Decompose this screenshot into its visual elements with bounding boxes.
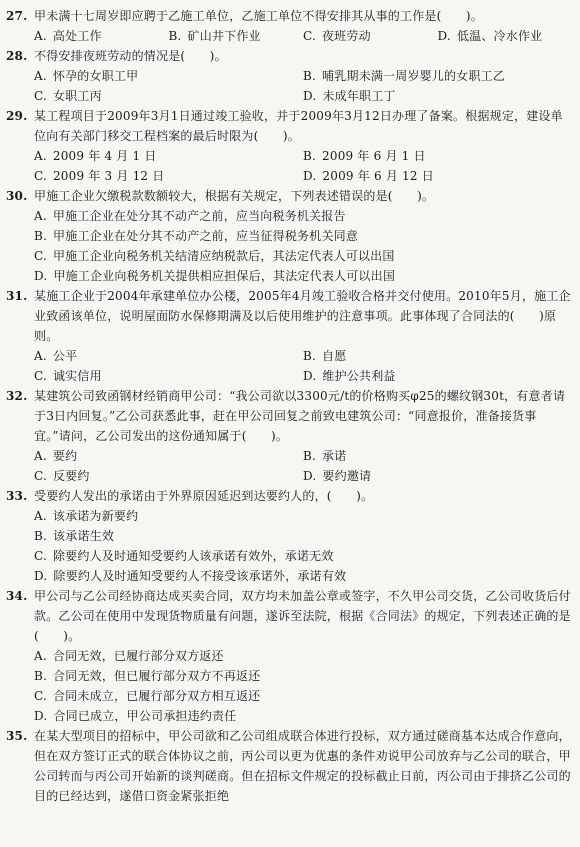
option-text: 女职工丙	[52, 89, 102, 103]
option-letter: B.	[34, 529, 48, 543]
option-b	[303, 446, 572, 466]
question-text: 甲施工企业欠缴税款数额较大，根据有关规定，下列表述错误的是( )。	[34, 189, 435, 203]
question-33	[6, 486, 572, 586]
option-row	[34, 526, 572, 546]
option-c	[34, 686, 260, 706]
option-letter: D.	[34, 709, 48, 723]
option-list	[6, 506, 572, 586]
option-text: 2009 年 6 月 12 日	[322, 169, 434, 183]
option-text: 怀孕的女职工甲	[52, 69, 139, 83]
question-34	[6, 586, 572, 726]
option-text: 除要约人及时通知受要约人该承诺有效外，承诺无效	[52, 549, 334, 563]
option-letter: D.	[34, 569, 48, 583]
option-c	[303, 26, 438, 46]
option-letter: D.	[303, 89, 317, 103]
option-letter: C.	[34, 89, 47, 103]
option-text: 该承诺为新要约	[52, 509, 139, 523]
question-text: 某建筑公司致函钢材经销商甲公司：“我公司欲以3300元/t的价格购买φ25的螺纹钢30t，有意者请于3日内回复。”乙公司获悉此事，赶在甲公司回复之前致电建筑公司：“同意报价，准备接货事宜。”请问，乙公司发出的这份通知属于( )。	[34, 389, 566, 443]
option-d	[303, 466, 572, 486]
question-stem	[6, 286, 572, 346]
option-letter: C.	[303, 29, 316, 43]
option-letter: C.	[34, 249, 47, 263]
question-27	[6, 6, 572, 46]
option-text: 甲施工企业向税务机关结清应纳税款后，其法定代表人可以出国	[52, 249, 395, 263]
option-list	[6, 446, 572, 486]
question-stem	[6, 6, 572, 26]
option-c	[34, 246, 395, 266]
option-row	[34, 666, 572, 686]
option-row	[34, 366, 572, 386]
option-row	[34, 346, 572, 366]
question-29	[6, 106, 572, 186]
option-text: 夜班劳动	[321, 29, 371, 43]
option-letter: A.	[34, 209, 47, 223]
question-text: 甲未满十七周岁即应聘于乙施工单位，乙施工单位不得安排其从事的工作是( )。	[34, 9, 483, 23]
option-row	[34, 246, 572, 266]
option-b	[34, 226, 358, 246]
option-letter: B.	[303, 149, 317, 163]
option-row	[34, 166, 572, 186]
option-text: 公平	[52, 349, 78, 363]
option-letter: C.	[34, 369, 47, 383]
question-number: 35.	[6, 729, 28, 743]
option-letter: A.	[34, 649, 47, 663]
option-text: 甲施工企业在处分其不动产之前，应当征得税务机关同意	[53, 229, 359, 243]
option-text: 甲施工企业在处分其不动产之前，应当向税务机关报告	[52, 209, 346, 223]
option-c	[34, 366, 303, 386]
option-list	[6, 26, 572, 46]
option-a	[34, 506, 138, 526]
question-text: 某工程项目于2009年3月1日通过竣工验收，并于2009年3月12日办理了备案。根据规定，建设单位向有关部门移交工程档案的最后时限为( )。	[34, 109, 563, 143]
option-letter: A.	[34, 509, 47, 523]
question-stem	[6, 586, 572, 646]
option-letter: C.	[34, 469, 47, 483]
question-list	[6, 6, 572, 806]
option-row	[34, 206, 572, 226]
option-text: 该承诺生效	[53, 529, 115, 543]
option-c	[34, 166, 303, 186]
option-b	[303, 346, 572, 366]
question-number: 34.	[6, 589, 28, 603]
option-letter: B.	[303, 449, 317, 463]
option-text: 合同无效，已履行部分双方返还	[52, 649, 224, 663]
option-a	[34, 146, 303, 166]
option-text: 合同已成立，甲公司承担违约责任	[53, 709, 237, 723]
question-number: 32.	[6, 389, 28, 403]
option-b	[303, 146, 572, 166]
option-a	[34, 66, 303, 86]
option-b	[34, 666, 260, 686]
option-text: 未成年职工丁	[322, 89, 396, 103]
option-list	[6, 146, 572, 186]
option-row	[34, 266, 572, 286]
option-letter: B.	[303, 69, 317, 83]
question-32	[6, 386, 572, 486]
option-letter: B.	[34, 669, 48, 683]
question-text: 在某大型项目的招标中，甲公司欲和乙公司组成联合体进行投标，双方通过磋商基本达成合作意向，但在双方签订正式的联合体协议之前，丙公司以更为优惠的条件劝说甲公司放弃与乙公司的联合，甲公司转而与丙公司开始新的谈判磋商。但在招标文件规定的投标截止日前，丙公司由于排挤乙公司的目的已经达到，遂借口资金紧张拒绝	[34, 729, 571, 803]
question-stem	[6, 46, 572, 66]
option-list	[6, 346, 572, 386]
option-row	[34, 146, 572, 166]
option-text: 维护公共利益	[322, 369, 396, 383]
option-list	[6, 206, 572, 286]
option-text: 合同无效，但已履行部分双方不再返还	[53, 669, 261, 683]
option-a	[34, 206, 346, 226]
option-a	[34, 346, 303, 366]
question-28	[6, 46, 572, 106]
option-letter: A.	[34, 69, 47, 83]
option-letter: D.	[437, 29, 451, 43]
option-text: 哺乳期未满一周岁婴儿的女职工乙	[322, 69, 506, 83]
option-row	[34, 226, 572, 246]
option-a	[34, 446, 303, 466]
question-31	[6, 286, 572, 386]
option-text: 要约邀请	[322, 469, 372, 483]
option-row	[34, 506, 572, 526]
option-text: 除要约人及时通知受要约人不接受该承诺外，承诺有效	[53, 569, 347, 583]
option-text: 矿山井下作业	[187, 29, 261, 43]
option-text: 高处工作	[52, 29, 102, 43]
option-text: 反要约	[52, 469, 90, 483]
option-letter: D.	[303, 369, 317, 383]
option-letter: A.	[34, 149, 47, 163]
option-letter: D.	[303, 169, 317, 183]
question-stem	[6, 106, 572, 146]
question-text: 受要约人发出的承诺由于外界原因延迟到达要约人的，( )。	[34, 489, 374, 503]
option-letter: A.	[34, 29, 47, 43]
option-text: 承诺	[322, 449, 347, 463]
question-stem	[6, 186, 572, 206]
option-letter: A.	[34, 349, 47, 363]
option-letter: B.	[168, 29, 182, 43]
option-letter: C.	[34, 549, 47, 563]
option-text: 甲施工企业向税务机关提供相应担保后，其法定代表人可以出国	[53, 269, 396, 283]
option-row	[34, 566, 572, 586]
option-text: 要约	[52, 449, 78, 463]
option-d	[303, 86, 572, 106]
option-letter: C.	[34, 689, 47, 703]
question-stem	[6, 726, 572, 806]
option-row	[34, 466, 572, 486]
option-row	[34, 66, 572, 86]
option-d	[34, 266, 395, 286]
option-d	[34, 566, 346, 586]
option-d	[303, 166, 572, 186]
option-a	[34, 646, 224, 666]
option-row	[34, 86, 572, 106]
option-letter: D.	[34, 269, 48, 283]
option-c	[34, 466, 303, 486]
question-number: 33.	[6, 489, 28, 503]
option-letter: B.	[303, 349, 317, 363]
question-number: 31.	[6, 289, 28, 303]
question-number: 30.	[6, 189, 28, 203]
option-text: 2009 年 6 月 1 日	[322, 149, 426, 163]
option-d	[438, 26, 573, 46]
question-30	[6, 186, 572, 286]
option-b	[303, 66, 572, 86]
option-text: 2009 年 3 月 12 日	[52, 169, 165, 183]
question-text: 不得安排夜班劳动的情况是( )。	[34, 49, 227, 63]
option-letter: D.	[303, 469, 317, 483]
option-row	[34, 706, 572, 726]
question-text: 某施工企业于2004年承建单位办公楼，2005年4月竣工验收合格并交付使用。2010年5月，施工企业致函该单位，说明屋面防水保修期满及以后使用维护的注意事项。此事体现了合同法的( )原则。	[34, 289, 571, 343]
option-row	[34, 26, 572, 46]
option-letter: A.	[34, 449, 47, 463]
option-c	[34, 546, 334, 566]
option-text: 2009 年 4 月 1 日	[52, 149, 157, 163]
question-stem	[6, 486, 572, 506]
option-text: 自愿	[322, 349, 347, 363]
option-row	[34, 646, 572, 666]
option-b	[169, 26, 304, 46]
option-text: 诚实信用	[52, 369, 102, 383]
option-list	[6, 646, 572, 726]
option-a	[34, 26, 169, 46]
question-number: 28.	[6, 49, 28, 63]
option-letter: B.	[34, 229, 48, 243]
option-text: 低温、冷水作业	[456, 29, 543, 43]
option-b	[34, 526, 114, 546]
option-row	[34, 446, 572, 466]
question-number: 27.	[6, 9, 28, 23]
option-row	[34, 546, 572, 566]
question-stem	[6, 386, 572, 446]
option-row	[34, 686, 572, 706]
option-list	[6, 66, 572, 106]
question-number: 29.	[6, 109, 28, 123]
option-text: 合同未成立，已履行部分双方相互返还	[52, 689, 261, 703]
question-text: 甲公司与乙公司经协商达成买卖合同，双方均未加盖公章或签字，不久甲公司交货，乙公司收货后付款。乙公司在使用中发现货物质量有问题，遂诉至法院，根据《合同法》的规定，下列表述正确的是( )。	[34, 589, 571, 643]
option-d	[34, 706, 236, 726]
option-d	[303, 366, 572, 386]
question-35	[6, 726, 572, 806]
option-c	[34, 86, 303, 106]
option-letter: C.	[34, 169, 47, 183]
